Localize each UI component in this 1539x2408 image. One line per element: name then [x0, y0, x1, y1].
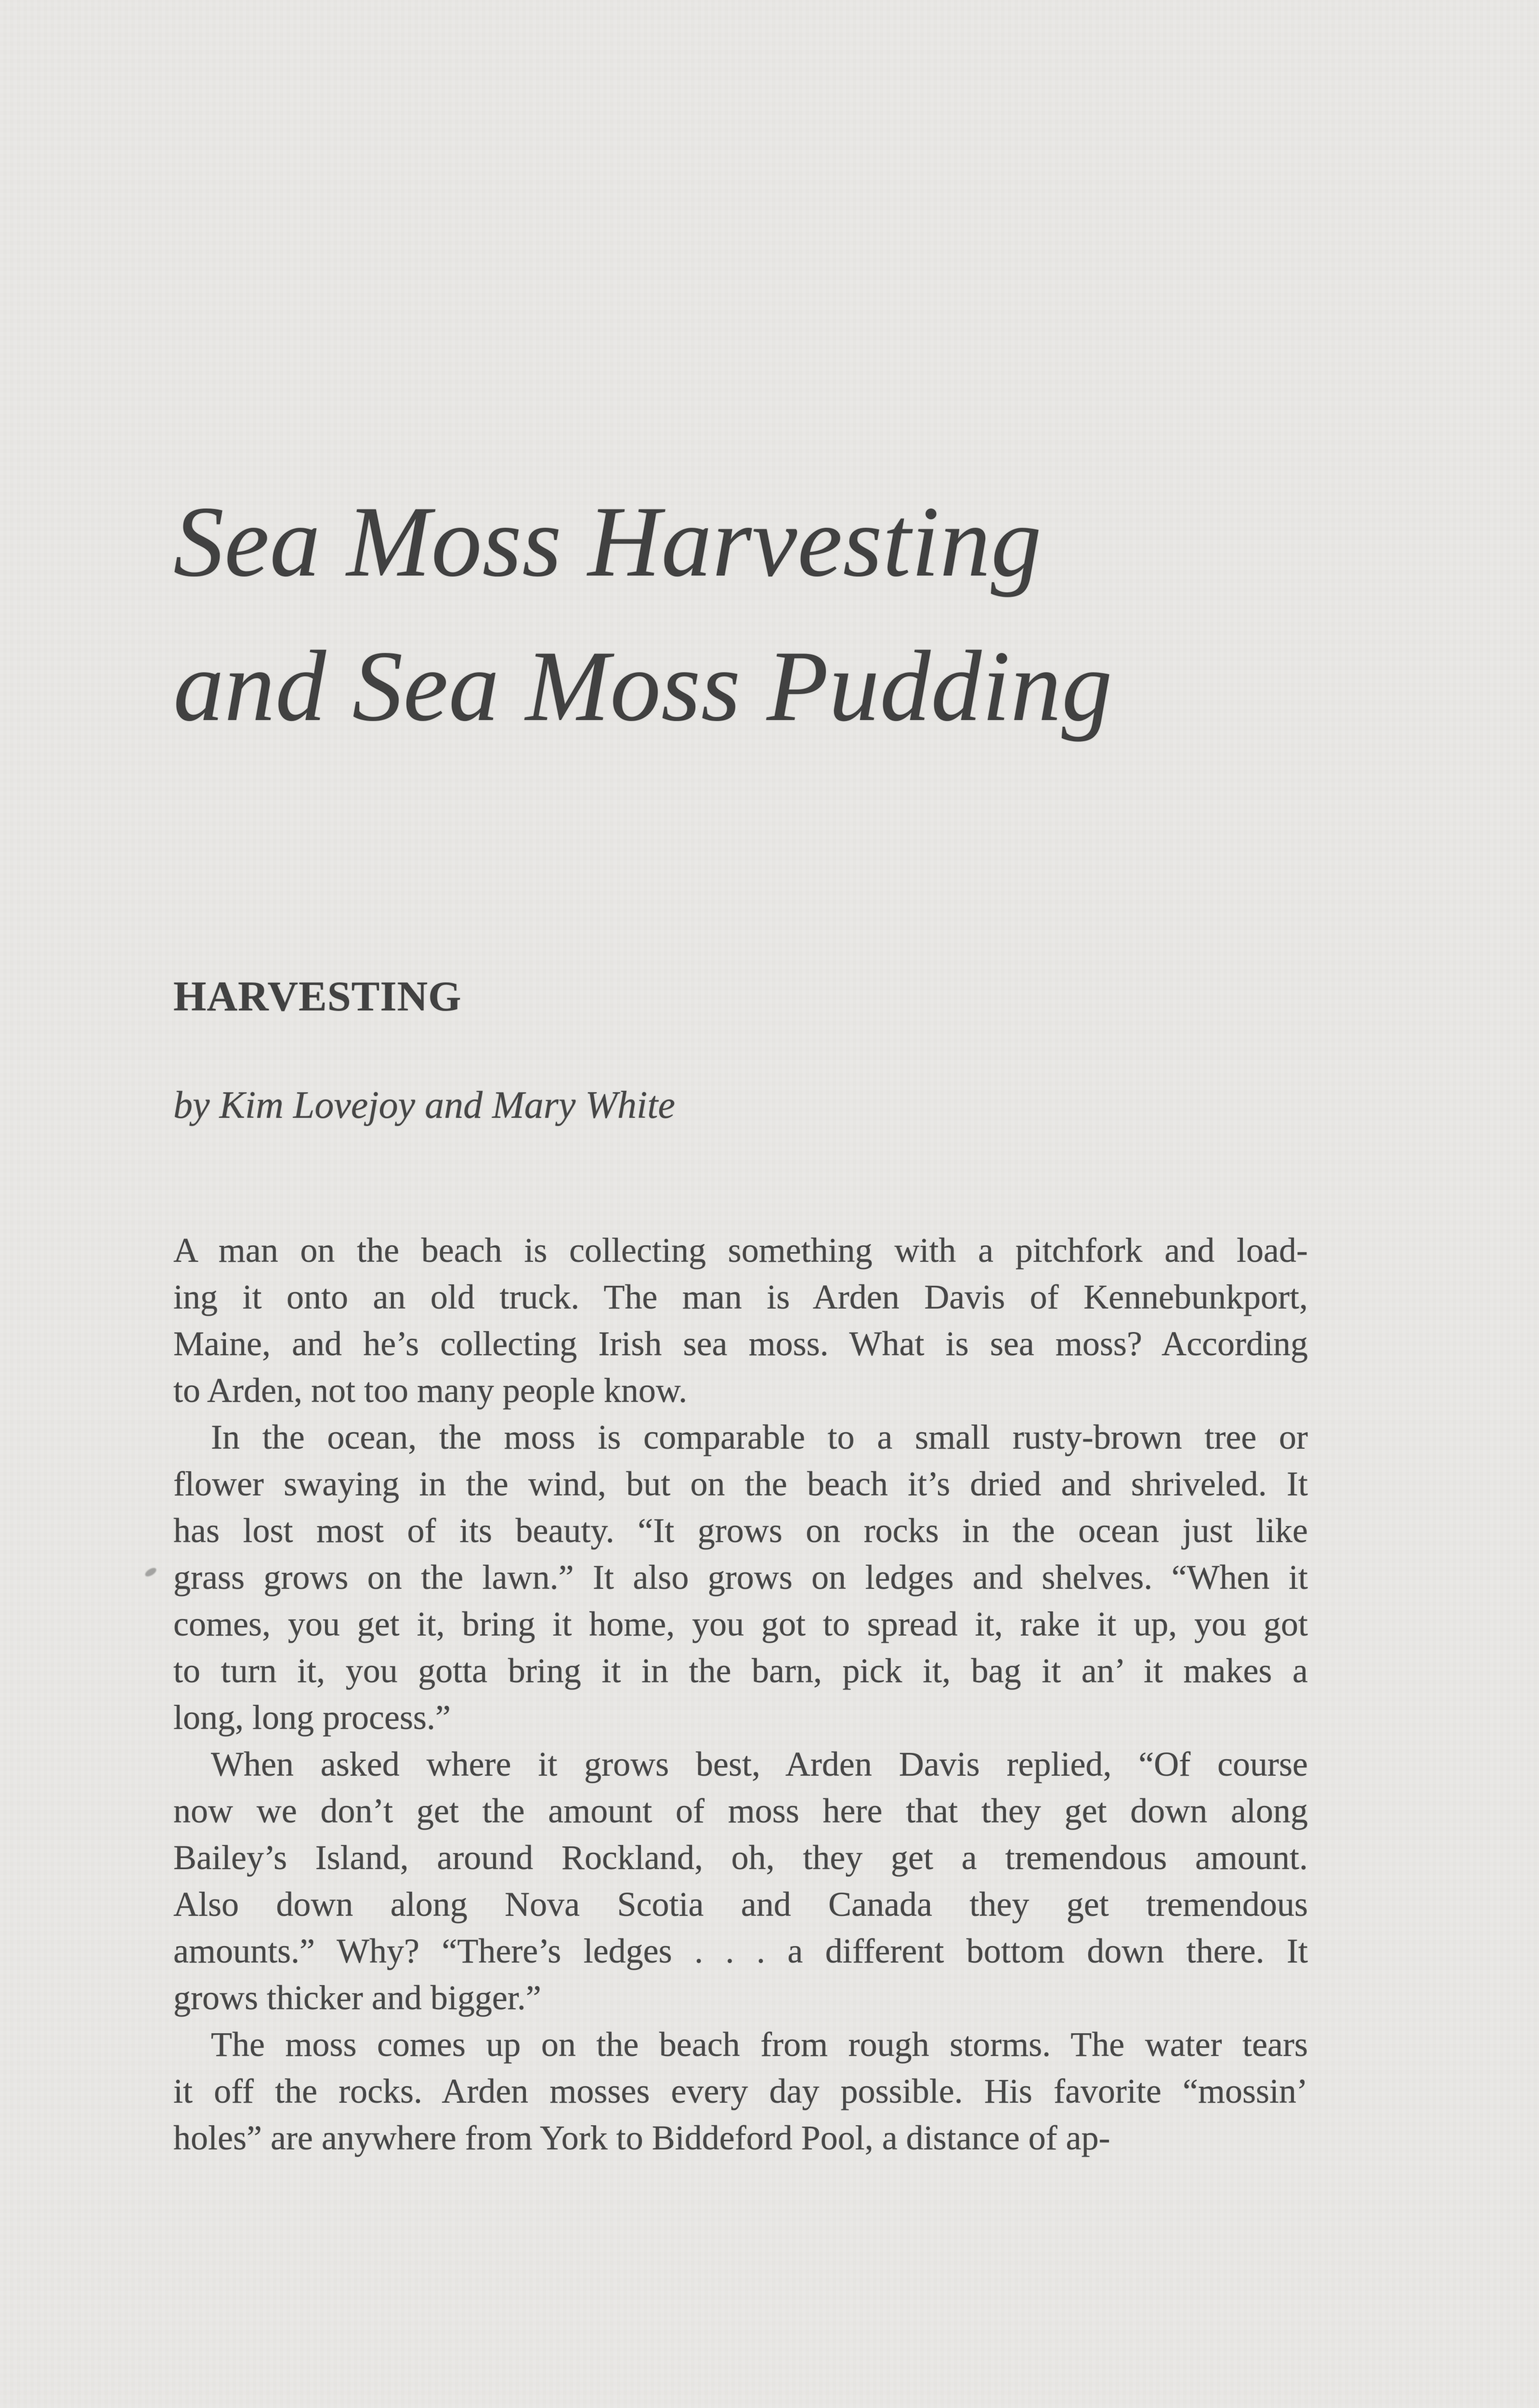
text-line: grass grows on the lawn.” It also grows on ledges and shelves. “When it	[173, 1558, 1308, 1597]
paragraph	[173, 2021, 1308, 2161]
text-line: holes” are anywhere from York to Biddeford Pool, a distance of ap-	[173, 2119, 1110, 2157]
text-line: comes, you get it, bring it home, you got to spread it, rake it up, you got	[173, 1605, 1308, 1643]
text-line: flower swaying in the wind, but on the beach it’s dried and shriveled. It	[173, 1465, 1308, 1503]
text-line: When asked where it grows best, Arden Davis replied, “Of course	[211, 1745, 1308, 1783]
text-line: ing it onto an old truck. The man is Arden Davis of Kennebunkport,	[173, 1278, 1308, 1316]
paragraph	[173, 1414, 1308, 1741]
text-line: The moss comes up on the beach from rough storms. The water tears	[211, 2025, 1308, 2064]
article-title	[173, 470, 1377, 759]
title-line-1: Sea Moss Harvesting	[173, 486, 1042, 598]
text-line: Also down along Nova Scotia and Canada they get tremendous	[173, 1885, 1308, 1924]
text-line: to Arden, not too many people know.	[173, 1371, 688, 1410]
text-line: to turn it, you gotta bring it in the barn, pick it, bag it an’ it makes a	[173, 1651, 1308, 1690]
article-body	[173, 1227, 1308, 2161]
text-line: In the ocean, the moss is comparable to a small rusty-brown tree or	[211, 1418, 1308, 1456]
title-line-2: and Sea Moss Pudding	[173, 630, 1113, 742]
text-line: long, long process.”	[173, 1698, 451, 1737]
section-heading: HARVESTING	[173, 973, 462, 1020]
ink-speck	[144, 1566, 158, 1578]
paragraph	[173, 1741, 1308, 2021]
text-line: it off the rocks. Arden mosses every day possible. His favorite “mossin’	[173, 2072, 1308, 2110]
text-line: Bailey’s Island, around Rockland, oh, they get a tremendous amount.	[173, 1838, 1308, 1877]
byline: by Kim Lovejoy and Mary White	[173, 1084, 675, 1126]
text-line: now we don’t get the amount of moss here that they get down along	[173, 1792, 1308, 1830]
text-line: grows thicker and bigger.”	[173, 1978, 541, 2017]
paragraph	[173, 1227, 1308, 1414]
text-line: A man on the beach is collecting something with a pitchfork and load-	[173, 1231, 1308, 1269]
text-line: has lost most of its beauty. “It grows on rocks in the ocean just like	[173, 1511, 1308, 1550]
text-line: Maine, and he’s collecting Irish sea moss. What is sea moss? According	[173, 1324, 1308, 1363]
text-line: amounts.” Why? “There’s ledges . . . a different bottom down there. It	[173, 1932, 1308, 1970]
